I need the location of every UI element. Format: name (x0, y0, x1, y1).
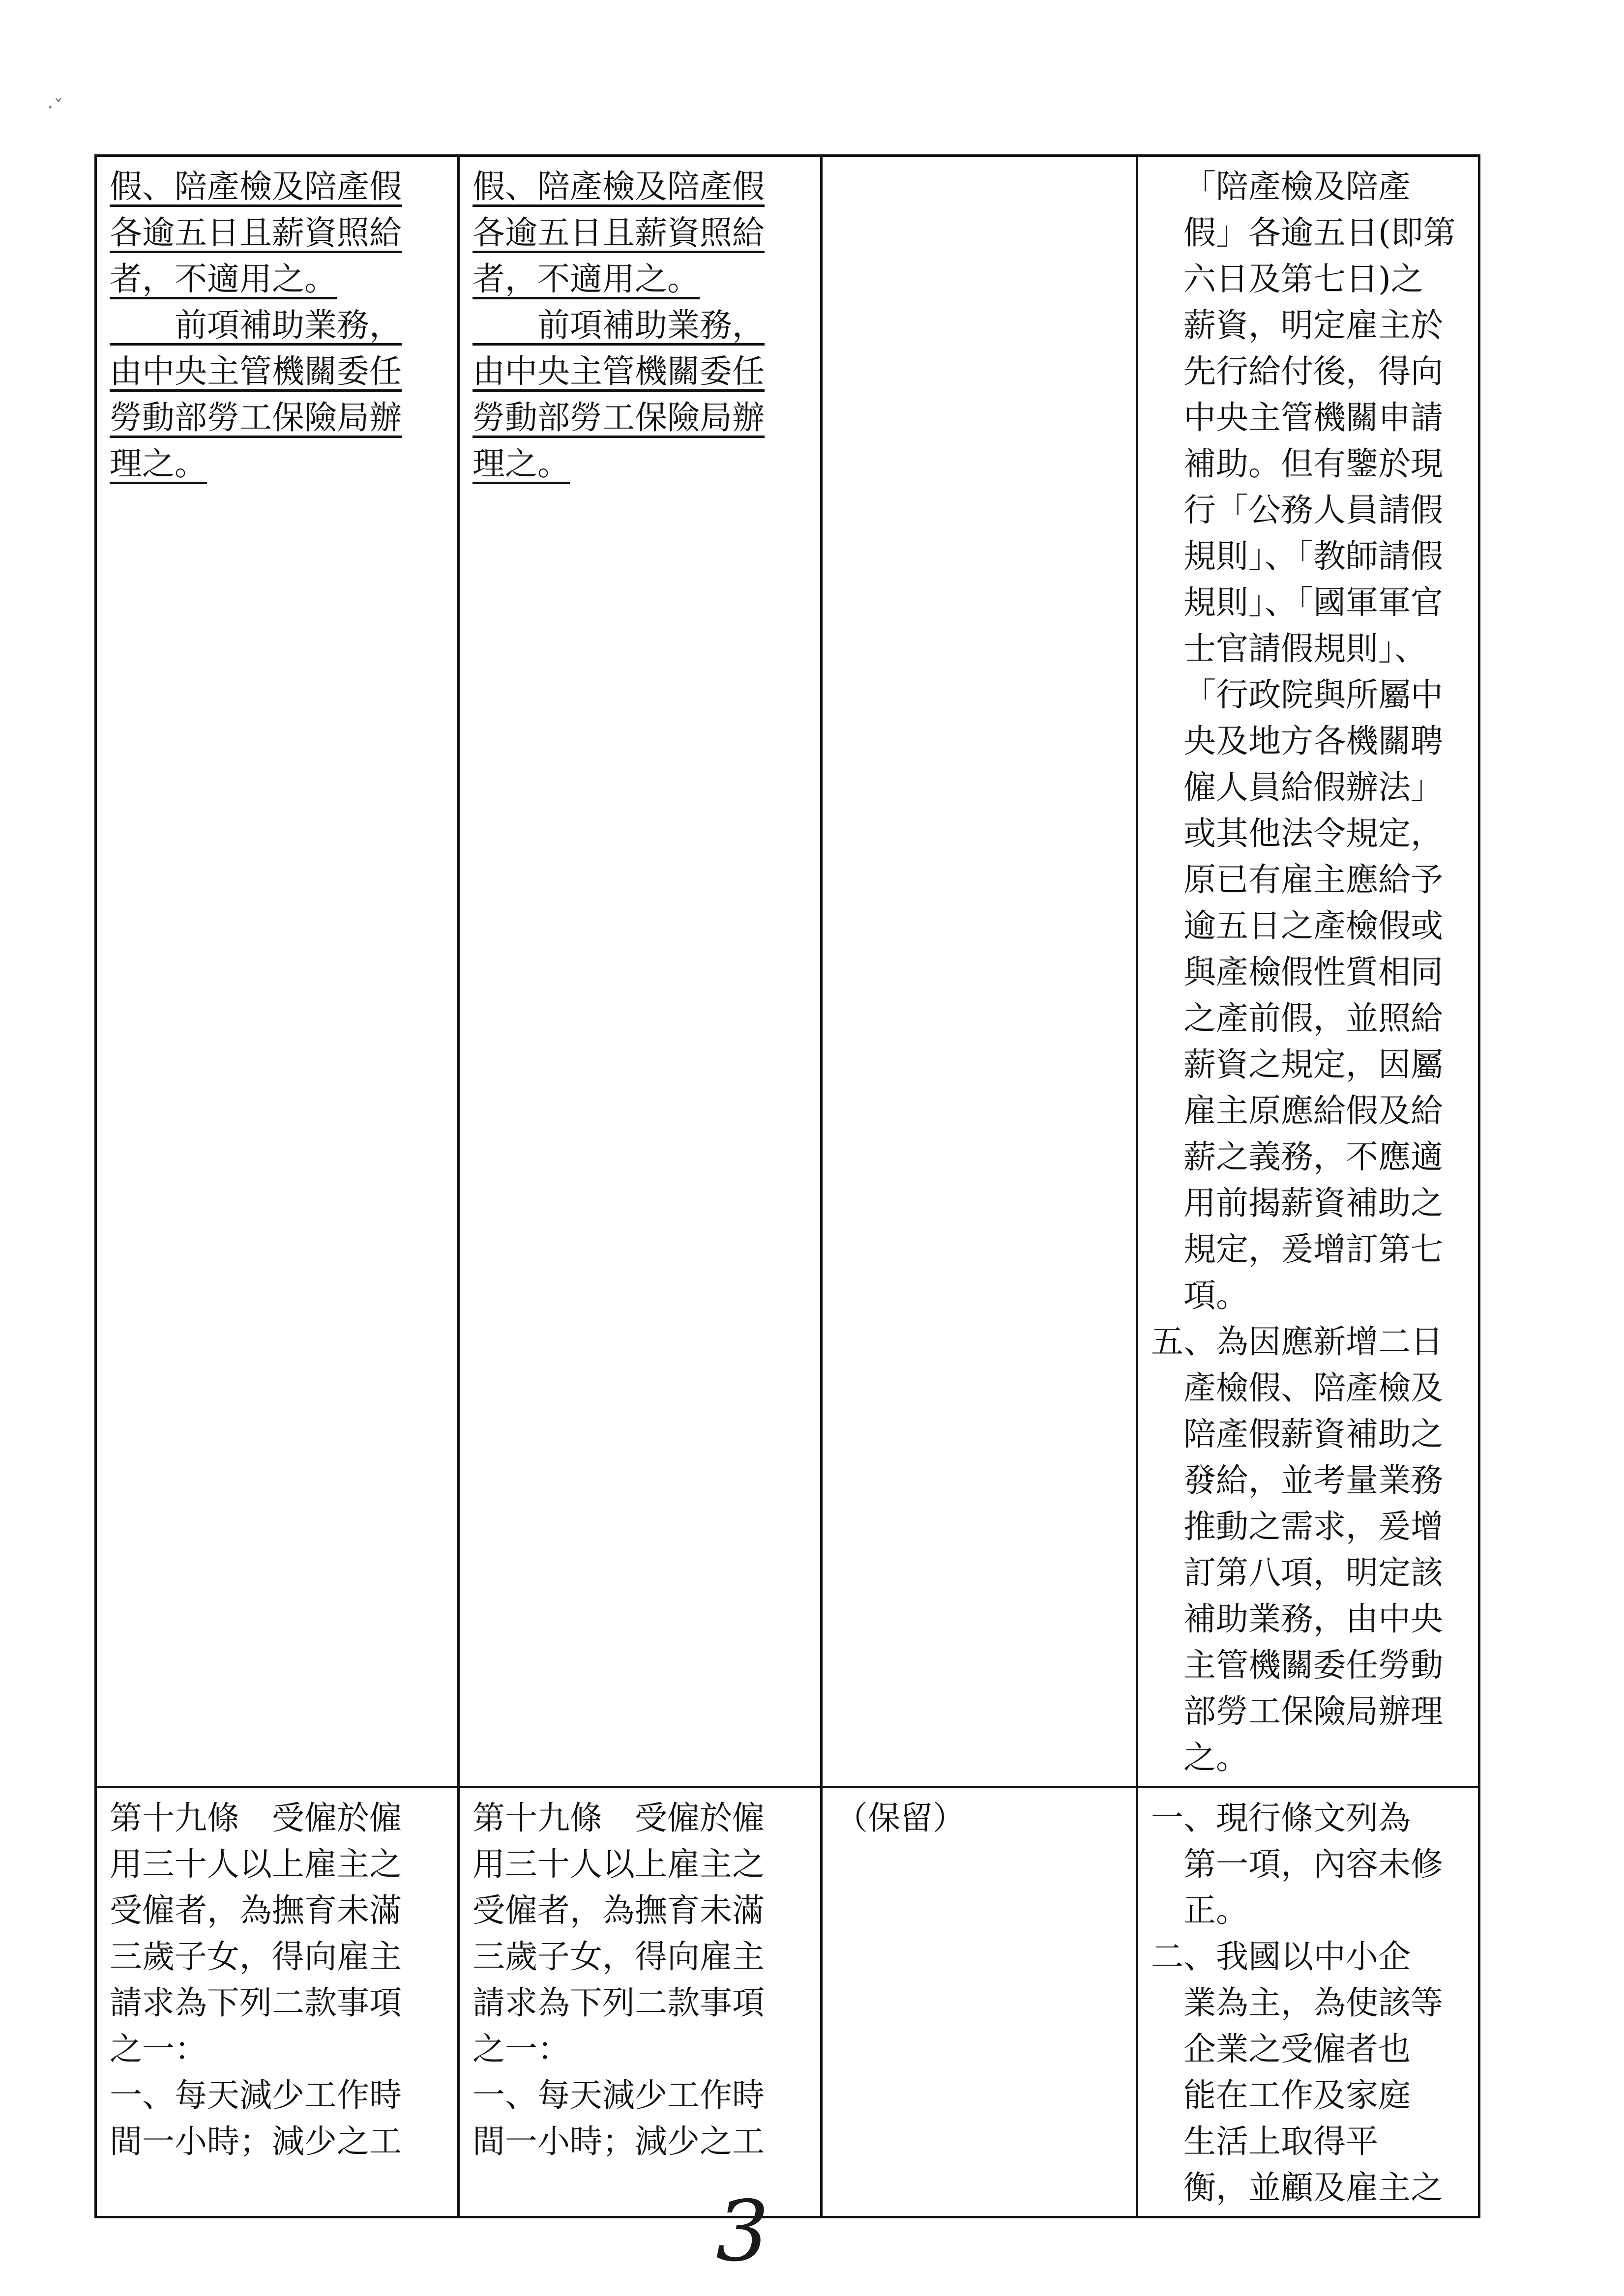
text-line: 三歲子女，得向雇主 (472, 1938, 765, 1976)
text-line: 用前揭薪資補助之 (1183, 1184, 1443, 1222)
text-line: 假、陪產檢及陪產假 (110, 168, 402, 205)
text-line: 士官請假規則」、 (1183, 630, 1427, 668)
text-line: 假、陪產檢及陪產假 (472, 168, 765, 205)
text-line: 陪產假薪資補助之 (1183, 1415, 1443, 1453)
text-line: 二、我國以中小企 (1151, 1938, 1411, 1976)
text-line: 前項補助業務， (110, 306, 402, 344)
comparison-table (94, 154, 1480, 2218)
text-line: 規則」、「教師請假 (1183, 537, 1443, 575)
row1-current-text-cell (822, 156, 1137, 1787)
text-line: 僱人員給假辦法」 (1183, 768, 1443, 806)
text-line: 六日及第七日)之 (1183, 260, 1423, 298)
text-line: 勞動部勞工保險局辦 (110, 399, 402, 436)
text-line: 一、每天減少工作時 (110, 2076, 402, 2114)
text-line: 各逾五日且薪資照給 (110, 214, 402, 252)
text-line: 「陪產檢及陪產 (1183, 168, 1411, 205)
text-line: 薪之義務，不應適 (1183, 1138, 1443, 1176)
row1-proposal-text-cell (459, 156, 822, 1787)
text-line: 項。 (1183, 1277, 1248, 1314)
text-line: 前項補助業務， (472, 306, 765, 344)
margin-mark: ·ˇ (47, 96, 63, 119)
text-line: 用三十人以上雇主之 (110, 1845, 402, 1883)
text-line: 主管機關委任勞動 (1183, 1646, 1443, 1684)
text-line: 一、每天減少工作時 (472, 2076, 765, 2114)
row1-explanation-cell (1137, 156, 1479, 1787)
text-line: 企業之受僱者也 (1183, 2030, 1411, 2068)
text-line: 業為主，為使該等 (1183, 1984, 1443, 2022)
text-line: 規定，爰增訂第七 (1183, 1230, 1443, 1268)
text-line: 發給，並考量業務 (1183, 1461, 1443, 1499)
text-line: 行「公務人員請假 (1183, 491, 1443, 529)
text-line: 中央主管機關申請 (1183, 399, 1443, 436)
text-line: 各逾五日且薪資照給 (472, 214, 765, 252)
reserved-label: （保留） (835, 1799, 965, 1837)
text-line: 用三十人以上雇主之 (472, 1845, 765, 1883)
text-line: 者，不適用之。 (472, 260, 700, 298)
text-line: 請求為下列二款事項 (472, 1984, 765, 2022)
text-line: 薪資之規定，因屬 (1183, 1046, 1443, 1083)
text-line: 雇主原應給假及給 (1183, 1092, 1443, 1130)
text-line: 理之。 (472, 445, 570, 483)
text-line: 一、現行條文列為 (1151, 1799, 1411, 1837)
row1-amended-text-cell (96, 156, 459, 1787)
text-line: 部勞工保險局辦理 (1183, 1692, 1443, 1730)
text-line: 之產前假，並照給 (1183, 999, 1443, 1037)
table-row (96, 1787, 1479, 2217)
text-line: 能在工作及家庭 (1183, 2076, 1411, 2114)
row2-amended-text-cell (96, 1787, 459, 2217)
text-line: 受僱者，為撫育未滿 (110, 1891, 402, 1929)
table-row (96, 156, 1479, 1787)
text-line: 「行政院與所屬中 (1183, 676, 1443, 714)
text-line: 正。 (1183, 1891, 1248, 1929)
text-line: 產檢假、陪產檢及 (1183, 1369, 1443, 1407)
text-line: 推動之需求，爰增 (1183, 1508, 1443, 1545)
text-line: 第一項，內容未修 (1183, 1845, 1443, 1883)
text-line: 規則」、「國軍軍官 (1183, 583, 1443, 621)
text-line: 訂第八項，明定該 (1183, 1554, 1443, 1592)
text-line: 間一小時；減少之工 (110, 2122, 402, 2160)
text-line: 受僱者，為撫育未滿 (472, 1891, 765, 1929)
text-line: 勞動部勞工保險局辦 (472, 399, 765, 436)
text-line: 原已有雇主應給予 (1183, 861, 1443, 899)
text-line: 生活上取得平 (1183, 2122, 1378, 2160)
text-line: 之一： (110, 2030, 207, 2068)
text-line: 三歲子女，得向雇主 (110, 1938, 402, 1976)
text-line: 者，不適用之。 (110, 260, 337, 298)
text-line: 或其他法令規定， (1183, 814, 1443, 852)
text-line: 第十九條 受僱於僱 (110, 1799, 402, 1837)
text-line: 先行給付後，得向 (1183, 352, 1443, 390)
text-line: 請求為下列二款事項 (110, 1984, 402, 2022)
text-line: 央及地方各機關聘 (1183, 722, 1443, 760)
row2-current-text-cell (822, 1787, 1137, 2217)
text-line: 由中央主管機關委任 (472, 352, 765, 390)
text-line: 間一小時；減少之工 (472, 2122, 765, 2160)
text-line: 與產檢假性質相同 (1183, 953, 1443, 991)
row2-explanation-cell (1137, 1787, 1479, 2217)
text-line: 之一： (472, 2030, 570, 2068)
text-line: 之。 (1183, 1739, 1248, 1776)
text-line: 理之。 (110, 445, 207, 483)
text-line: 由中央主管機關委任 (110, 352, 402, 390)
text-line: 逾五日之產檢假或 (1183, 907, 1443, 945)
text-line: 薪資，明定雇主於 (1183, 306, 1443, 344)
row2-proposal-text-cell (459, 1787, 822, 2217)
page-number: 3 (715, 2183, 769, 2280)
text-line: 五、為因應新增二日 (1151, 1323, 1443, 1361)
text-line: 補助。但有鑒於現 (1183, 445, 1443, 483)
text-line: 衡，並顧及雇主之 (1183, 2169, 1443, 2207)
text-line: 補助業務，由中央 (1183, 1600, 1443, 1638)
text-line: 第十九條 受僱於僱 (472, 1799, 765, 1837)
text-line: 假」各逾五日(即第 (1183, 214, 1456, 252)
